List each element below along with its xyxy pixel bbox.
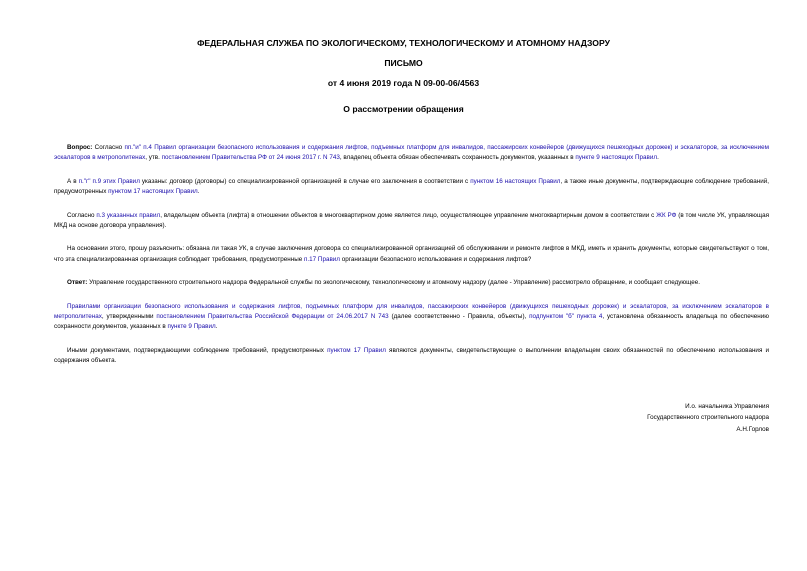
text-run: , владельцем объекта (лифта) в отношении объектов в многоквартирном доме является лицо, осуществляющее управление многоквартирным домом в соответствии с (160, 211, 657, 219)
text-run: Согласно (92, 144, 125, 151)
signatory-department: Государственного строительного надзора (647, 414, 769, 422)
question-paragraph-4 (54, 244, 769, 264)
answer-paragraph-1 (54, 278, 769, 288)
text-run: , утвержденными (101, 312, 157, 320)
signatory-position: И.о. начальника Управления (685, 403, 769, 410)
link-rules-clause-4i[interactable]: пп."и" п.4 Правил организации безопасного использования и содержания лифтов, подъемных платформ для инвалидов, пассажирских конвейеров (движущихся пешеходных дорожек) и эскалаторов, за исключением эскалаторов в метрополитенах (54, 144, 769, 162)
link-clause-9-rules[interactable]: пункте 9 Правил (167, 323, 216, 331)
text-run: указаны: договор (договоры) со специализированной организацией в случае его заключения в соответствии с (139, 177, 471, 185)
text-run: Управление государственного строительного надзора Федеральной службы по экологическому, технологическому и атомному надзору (далее - Управление) рассмотрело обращение, и сообщает следующее. (87, 279, 700, 287)
text-run: , утв. (145, 154, 162, 162)
link-subclause-4b[interactable]: подпунктом "б" пункта 4 (529, 312, 603, 320)
text-run: . (197, 188, 200, 195)
question-paragraph-1 (54, 143, 769, 163)
text-run: Согласно (67, 211, 97, 219)
text-run: , а также иные документы, подтверждающие соблюдение требований, предусмотренных (54, 177, 770, 195)
date-number-heading: от 4 июня 2019 года N 09-00-06/4563 (327, 78, 480, 88)
text-run: , установлена обязанность владельца по обеспечению сохранности документов, указанных в (54, 312, 769, 331)
text-run: . (215, 323, 218, 331)
text-run: (далее соответственно - Правила, объекты), (388, 312, 530, 320)
signature-block (647, 401, 769, 435)
text-run: Иными документами, подтверждающими соблюдение требований, предусмотренных (67, 346, 328, 354)
document-title: О рассмотрении обращения (343, 104, 464, 114)
link-clause-16[interactable]: пунктом 16 настоящих Правил (470, 177, 561, 185)
text-run: являются документы, свидетельствующие о выполнении владельцем своих обязанностей по обеспечению использования и содержания объекта. (54, 346, 770, 364)
link-clause-9g[interactable]: п."г" п.9 этих Правил (78, 177, 140, 185)
link-clause-17-rules[interactable]: п.17 Правил (304, 255, 340, 263)
document-body (54, 143, 769, 380)
link-government-decree-743-full[interactable]: постановлением Правительства Российской Федерации от 24.06.2017 N 743 (156, 312, 389, 320)
link-clause-17-answer[interactable]: пунктом 17 Правил (327, 346, 386, 354)
text-run: (в том числе УК, управляющая МКД на основе договора управления). (54, 211, 769, 229)
text-run: . (657, 154, 659, 162)
answer-label: Ответ: (67, 279, 88, 287)
link-government-decree-743[interactable]: постановлением Правительства РФ от 24 июня 2017 г. N 743 (161, 154, 340, 162)
link-clause-17[interactable]: пунктом 17 настоящих Правил (108, 188, 198, 195)
text-run: , владелец объекта обязан обеспечивать сохранность документов, указанных в (339, 154, 576, 162)
link-housing-code[interactable]: ЖК РФ (656, 211, 677, 219)
text-run: На основании этого, прошу разъяснить: обязана ли такая УК, в случае заключения договора со специализированной организацией об обслуживании и ремонте лифтов в МКД, иметь и хранить документы, которые свидетельствуют о том, что эта специализированная организация соблюдает требования, предусмотренные (54, 245, 769, 263)
link-clause-3[interactable]: п.3 указанных правил (96, 211, 161, 219)
answer-paragraph-2 (54, 302, 769, 333)
question-paragraph-3 (54, 211, 769, 231)
answer-paragraph-3 (54, 346, 769, 366)
document-type-heading: ПИСЬМО (384, 58, 423, 68)
link-rules-full[interactable]: Правилами организации безопасного использования и содержания лифтов, подъемных платформ для инвалидов, пассажирских конвейеров (движущихся пешеходных дорожек) и эскалаторов, за исключением эскалаторов в метрополитенах (54, 302, 769, 320)
link-clause-9[interactable]: пункте 9 настоящих Правил (575, 154, 658, 162)
text-run: организации безопасного использования и содержания лифтов? (339, 255, 532, 263)
signatory-name: А.Н.Горлов (736, 425, 769, 433)
text-run: А в (67, 177, 79, 185)
question-label: Вопрос: (67, 144, 93, 151)
question-paragraph-2 (54, 177, 769, 197)
agency-heading: ФЕДЕРАЛЬНАЯ СЛУЖБА ПО ЭКОЛОГИЧЕСКОМУ, ТЕХНОЛОГИЧЕСКОМУ И АТОМНОМУ НАДЗОРУ (197, 38, 610, 48)
